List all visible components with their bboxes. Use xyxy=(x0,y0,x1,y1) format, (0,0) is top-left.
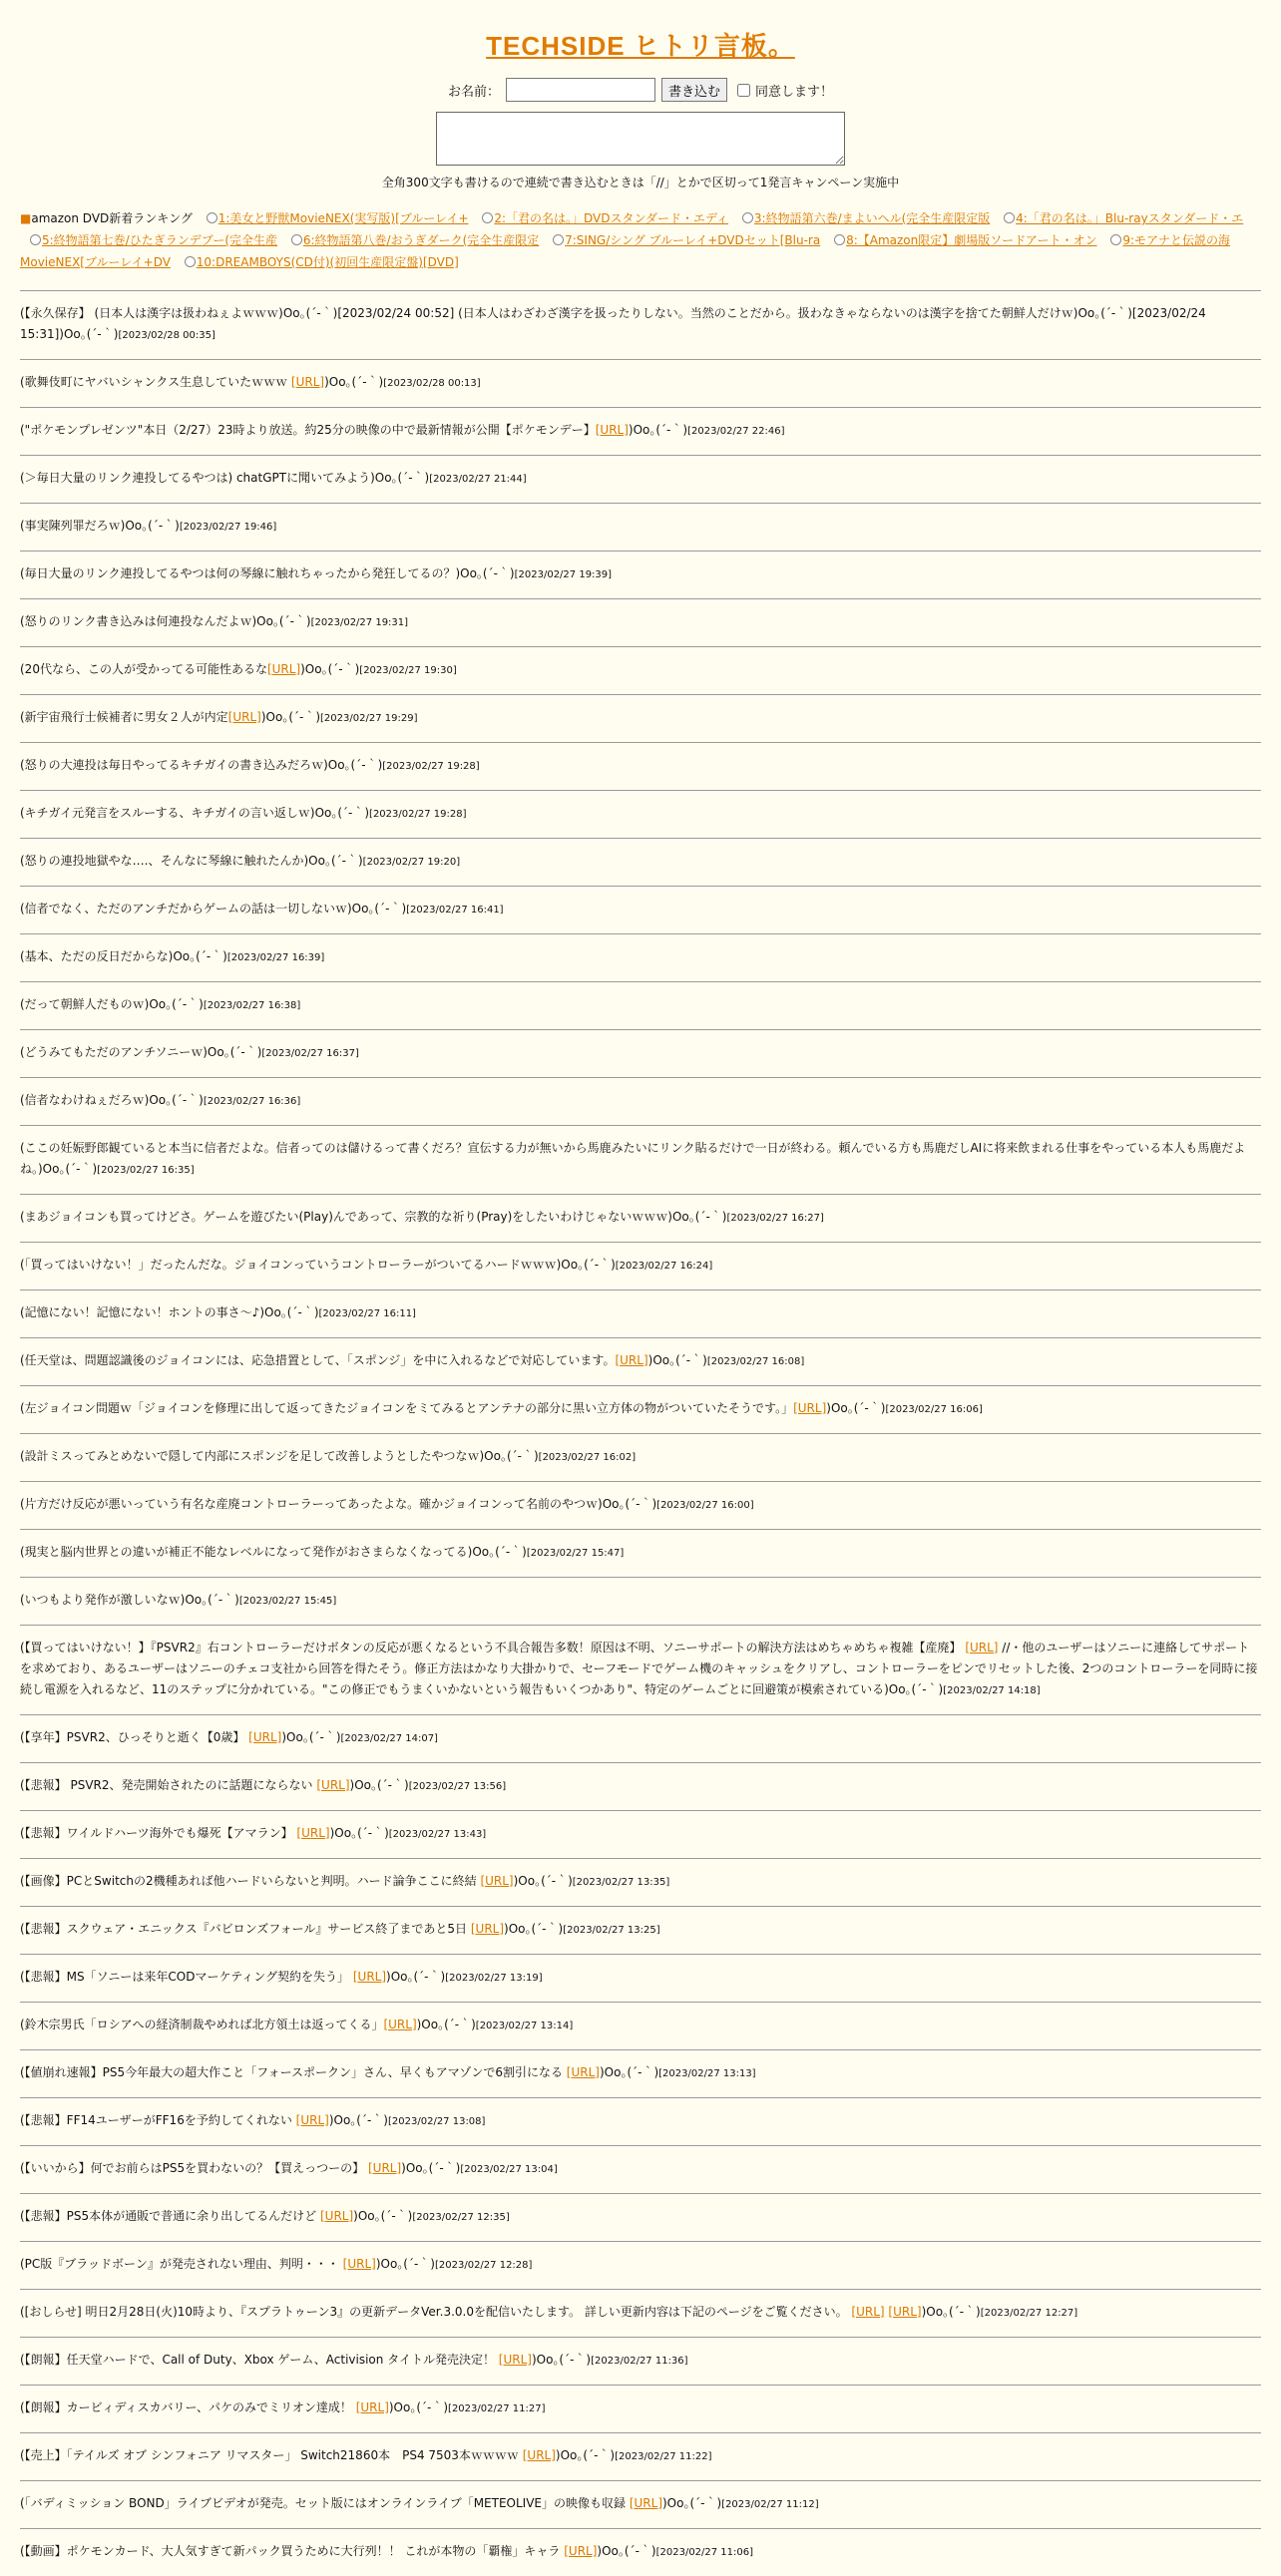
post-item xyxy=(20,933,1261,981)
post-url-link[interactable]: [URL] xyxy=(352,1970,387,1984)
post-url-link[interactable]: [URL] xyxy=(888,2305,922,2319)
post-text-tail: )Oo｡(´-｀) xyxy=(662,2496,722,2510)
post-timestamp: [2023/02/28 00:13] xyxy=(383,378,481,389)
post-timestamp: [2023/02/27 13:43] xyxy=(388,1829,487,1840)
post-timestamp: [2023/02/27 14:18] xyxy=(943,1685,1041,1696)
post-item xyxy=(20,1858,1261,1906)
post-item xyxy=(20,1529,1261,1577)
post-timestamp: [2023/02/28 00:35] xyxy=(118,330,215,341)
post-url-link[interactable]: [URL] xyxy=(522,2448,556,2462)
post-url-link[interactable]: [URL] xyxy=(368,2161,402,2175)
post-text: (＞毎日大量のリンク連投してるやつは) chatGPTに聞いてみよう)Oo｡(´-｀) xyxy=(20,471,430,485)
radio-icon[interactable] xyxy=(482,212,493,223)
post-timestamp: [2023/02/27 16:06] xyxy=(885,1404,983,1415)
post-item xyxy=(20,1481,1261,1529)
ranking-item[interactable] xyxy=(482,211,728,225)
post-timestamp: [2023/02/27 16:39] xyxy=(226,952,325,963)
post-item xyxy=(20,1337,1261,1385)
ranking-item-link[interactable]: 1:美女と野獣MovieNEX(実写版)[ブルーレイ+ xyxy=(217,211,469,225)
post-text: (【悲報】MS「ソニーは来年CODマーケティング契約を失う」 xyxy=(20,1970,353,1984)
post-item xyxy=(20,838,1261,886)
agree-text: 同意します！ xyxy=(755,84,834,100)
post-text: (ここの妊娠野郎観ていると本当に信者だよな。信者ってのは儲けるって書くだろ？宣伝する力が無いから馬鹿みたいにリンク貼るだけで一日が終わる。頼んでいる方も馬鹿だしAIに将来飲まれる仕事をやっている本人も馬鹿だよね。)Oo｡(´-｀) xyxy=(20,1141,1246,1176)
post-text: (現実と脳内世界との違いが補正不能なレベルになって発作がおさまらなくなってる)Oo｡(´-｀) xyxy=(20,1545,527,1559)
post-timestamp: [2023/02/27 19:31] xyxy=(310,617,409,628)
post-url-link[interactable]: [URL] xyxy=(851,2305,885,2319)
post-timestamp: [2023/02/27 13:04] xyxy=(460,2164,558,2175)
post-text-tail: )Oo｡(´-｀) xyxy=(281,1730,341,1744)
post-timestamp: [2023/02/27 19:28] xyxy=(369,809,467,820)
post-text: (まあジョイコンも買ってけどさ。ゲームを遊びたい(Play)んであって、宗教的な祈り(Pray)をしたいわけじゃないｗｗｗ)Oo｡(´-｀) xyxy=(20,1210,727,1224)
post-text: (怒りの大連投は毎日やってるキチガイの書き込みだろｗ)Oo｡(´-｀) xyxy=(20,758,383,772)
post-text-tail: )Oo｡(´-｀) xyxy=(513,1874,573,1888)
header xyxy=(0,0,1281,193)
post-text: (信者なわけねぇだろｗ)Oo｡(´-｀) xyxy=(20,1093,204,1107)
post-text-tail: )Oo｡(´-｀) xyxy=(260,710,321,724)
post-item xyxy=(20,1029,1261,1077)
radio-icon[interactable] xyxy=(185,256,196,267)
post-text-tail: )Oo｡(´-｀) xyxy=(349,1778,409,1792)
post-text: (信者でなく、ただのアンチだからゲームの話は一切しないｗ)Oo｡(´-｀) xyxy=(20,902,407,916)
post-text-tail: )Oo｡(´-｀) xyxy=(388,2400,449,2414)
post-item xyxy=(20,1810,1261,1858)
post-text: (【買ってはいけない！】『PSVR2』右コントローラーだけボタンの反応が悪くなるという不具合報告多数！原因は不明、ソニーサポートの解決方法はめちゃめちゃ複雑【産廃】 xyxy=(20,1641,966,1655)
post-text: ("ポケモンプレゼンツ"本日（2/27）23時より放送。約25分の映像の中で最新情報が公開【ポケモンデー】 xyxy=(20,423,596,437)
post-text: (【朗報】カービィディスカバリー、パケのみでミリオン達成！ xyxy=(20,2400,356,2414)
post-timestamp: [2023/02/27 11:36] xyxy=(591,2356,688,2367)
post-timestamp: [2023/02/27 19:39] xyxy=(514,569,613,580)
notice-text: 全角300文字も書けるので連続で書き込むときは「//」とかで区切って1発言キャンペーン実施中 xyxy=(381,176,900,189)
post-text: (【売上】「テイルズ オブ シンフォニア リマスター」 Switch21860本 PS4 7503本ｗｗｗｗ xyxy=(20,2448,523,2462)
post-timestamp: [2023/02/27 11:12] xyxy=(721,2499,819,2510)
post-url-link[interactable]: [URL] xyxy=(615,1353,648,1367)
post-item xyxy=(20,2528,1261,2576)
post-url-link[interactable]: [URL] xyxy=(470,1922,505,1936)
post-url-link[interactable]: [URL] xyxy=(793,1401,827,1415)
radio-icon[interactable] xyxy=(834,234,845,245)
post-url-link[interactable]: [URL] xyxy=(383,2018,417,2031)
agree-checkbox[interactable] xyxy=(737,84,750,97)
ranking-bullet-icon: ■ xyxy=(20,211,32,225)
post-url-link[interactable]: [URL] xyxy=(498,2353,532,2367)
ranking-item-link[interactable]: 3:終物語第六巻/まよいヘル(完全生産限定版 xyxy=(753,211,991,225)
ranking-item-link[interactable]: 4:「君の名は。」Blu-rayスタンダード・エ xyxy=(1016,211,1244,225)
post-timestamp: [2023/02/27 12:28] xyxy=(434,2260,533,2271)
post-text: (新宇宙飛行士候補者に男女２人が内定 xyxy=(20,710,228,724)
post-form-row xyxy=(0,77,1281,103)
ranking-item[interactable] xyxy=(185,255,459,269)
board-title-link[interactable]: TECHSIDE ヒトリ言板。 xyxy=(486,31,795,61)
ranking-item[interactable] xyxy=(207,211,469,225)
post-text-tail: )Oo｡(´-｀) xyxy=(300,662,360,676)
post-item xyxy=(20,407,1261,455)
radio-icon[interactable] xyxy=(291,234,302,245)
post-url-link[interactable]: [URL] xyxy=(248,1730,282,1744)
post-text: (PC版『ブラッドボーン』が発売されない理由、判明・・・ xyxy=(20,2257,343,2271)
post-item xyxy=(20,981,1261,1029)
post-item xyxy=(20,1242,1261,1289)
name-input[interactable] xyxy=(506,78,655,102)
post-timestamp: [2023/02/27 19:20] xyxy=(362,857,461,868)
post-text-tail: )Oo｡(´-｀) xyxy=(555,2448,616,2462)
post-item xyxy=(20,742,1261,790)
post-item xyxy=(20,1577,1261,1625)
post-text-tail: )Oo｡(´-｀) xyxy=(416,2018,476,2031)
post-text: (いつもより発作が激しいなｗ)Oo｡(´-｀) xyxy=(20,1593,239,1607)
post-timestamp: [2023/02/27 16:27] xyxy=(726,1213,824,1224)
post-list xyxy=(20,290,1261,2576)
post-timestamp: [2023/02/27 16:11] xyxy=(318,1308,416,1319)
ranking-item-link[interactable]: 2:「君の名は。」DVDスタンダード・エディ xyxy=(494,211,729,225)
post-text: (だって朝鮮人だものｗ)Oo｡(´-｀) xyxy=(20,997,204,1011)
post-url-link[interactable]: [URL] xyxy=(266,662,301,676)
post-text: (毎日大量のリンク連投してるやつは何の琴線に触れちゃったから発狂してるの？)Oo｡(´-｀) xyxy=(20,566,515,580)
post-text: (【悲報】スクウェア・エニックス『バビロンズフォール』サービス終了まであと5日 xyxy=(20,1922,471,1936)
post-text-tail: )Oo｡(´-｀) xyxy=(531,2353,592,2367)
ranking-item[interactable] xyxy=(553,233,820,247)
post-item xyxy=(20,359,1261,407)
post-timestamp: [2023/02/27 16:41] xyxy=(406,905,504,916)
post-text-tail: )Oo｡(´-｀) xyxy=(628,423,688,437)
post-text: (【画像】PCとSwitchの2機種あれば他ハードいらないと判明。ハード論争ここに終結 xyxy=(20,1874,481,1888)
post-item xyxy=(20,2480,1261,2528)
post-text-tail: )Oo｡(´-｀) xyxy=(386,1970,446,1984)
post-timestamp: [2023/02/27 22:46] xyxy=(687,426,785,437)
post-text: (どうみてもただのアンチソニーｗ)Oo｡(´-｀) xyxy=(20,1045,262,1059)
post-url-link[interactable]: [URL] xyxy=(320,2209,354,2223)
post-text: (事実陳列罪だろｗ)Oo｡(´-｀) xyxy=(20,519,180,533)
post-item xyxy=(20,1954,1261,2002)
post-item xyxy=(20,646,1261,694)
agree-label[interactable] xyxy=(733,81,833,100)
post-timestamp: [2023/02/27 15:47] xyxy=(526,1548,625,1559)
post-text: (【悲報】FF14ユーザーがFF16を予約してくれない xyxy=(20,2113,296,2127)
post-item xyxy=(20,2289,1261,2337)
name-label: お名前： xyxy=(447,84,500,100)
post-timestamp: [2023/02/27 16:35] xyxy=(97,1165,195,1176)
amazon-ranking xyxy=(0,193,1281,273)
post-url-link[interactable]: [URL] xyxy=(290,375,325,389)
post-text-tail: )Oo｡(´-｀) xyxy=(599,2065,659,2079)
ranking-item[interactable] xyxy=(742,211,990,225)
post-item xyxy=(20,1194,1261,1242)
ranking-item-link[interactable]: 9:モアナと伝説の海MovieNEX[ブルーレイ+DV xyxy=(20,233,1231,269)
ranking-item-link[interactable]: 5:終物語第七巻/ひたぎランデブー(完全生産 xyxy=(42,233,278,247)
ranking-item[interactable] xyxy=(1004,211,1243,225)
post-timestamp: [2023/02/27 15:45] xyxy=(238,1596,337,1607)
post-item xyxy=(20,2337,1261,2385)
post-text-tail: )Oo｡(´-｀) xyxy=(353,2209,413,2223)
post-timestamp: [2023/02/27 16:00] xyxy=(656,1500,754,1511)
post-item xyxy=(20,1077,1261,1125)
message-textarea[interactable] xyxy=(436,112,845,166)
post-text-tail: )Oo｡(´-｀) xyxy=(504,1922,564,1936)
post-item xyxy=(20,1289,1261,1337)
post-text: (左ジョイコン問題ｗ「ジョイコンを修理に出して返ってきたジョイコンをミてみるとアンテナの部分に黒い立方体の物がついていたそうです。」 xyxy=(20,1401,794,1415)
post-text: (記憶にない！記憶にない！ホントの事さ～♪)Oo｡(´-｀) xyxy=(20,1305,319,1319)
post-item xyxy=(20,1385,1261,1433)
post-text: (【値崩れ速報】PS5今年最大の超大作こと「フォースポークン」さん、早くもアマゾンで6割引になる xyxy=(20,2065,567,2079)
post-text: (【享年】PSVR2、ひっそりと逝く【0歳】 xyxy=(20,1730,249,1744)
radio-icon[interactable] xyxy=(30,234,41,245)
post-timestamp: [2023/02/27 13:56] xyxy=(408,1781,507,1792)
post-text: (【永久保存】 (日本人は漢字は扱わねぇよｗｗｗ)Oo｡(´-｀)[2023/02/24 00:52] (日本人はわざわざ漢字を扱ったりしない。当然のことだから。扱わなきゃならないのは漢字を捨てた朝鮮人だけｗ)Oo｡(´-｀)[2023/02/24 15:31])Oo｡(´-｀) xyxy=(20,306,1206,341)
post-text-tail: //・他のユーザーはソニーに連絡してサポートを求めており、あるユーザーはソニーのチェコ支社から回答を得たそう。修正方法はかなり大掛かりで、セーフモードでゲーム機のキャッシュをクリアし、コントローラーをピンでリセットした後、2つのコントローラーを同時に接続し電源を入れるなど、11のステップに分かれている。"この修正でもうまくいかないという報告もいくつかあり"、特定のゲームごとに回避策が模索されている)Oo｡(´-｀) xyxy=(20,1641,1258,1696)
ranking-item[interactable] xyxy=(30,233,277,247)
post-timestamp: [2023/02/27 13:25] xyxy=(563,1925,660,1936)
submit-button[interactable]: 書き込む xyxy=(661,78,727,102)
post-item xyxy=(20,598,1261,646)
post-text: (【悲報】ワイルドハーツ海外でも爆死【アマラン】 xyxy=(20,1826,297,1840)
ranking-title: amazon DVD新着ランキング xyxy=(31,211,193,225)
post-url-link[interactable]: [URL] xyxy=(566,2065,600,2079)
post-timestamp: [2023/02/27 16:37] xyxy=(261,1048,359,1059)
post-text-tail: )Oo｡(´-｀) xyxy=(401,2161,461,2175)
post-text: (怒りの連投地獄やな….、そんなに琴線に触れたんか)Oo｡(´-｀) xyxy=(20,854,363,868)
post-text: (基本、ただの反日だからな)Oo｡(´-｀) xyxy=(20,949,227,963)
post-timestamp: [2023/02/27 11:27] xyxy=(448,2403,546,2414)
post-text: (歌舞伎町にヤバいシャンクス生息していたｗｗｗ xyxy=(20,375,291,389)
post-timestamp: [2023/02/27 13:19] xyxy=(445,1973,543,1984)
post-item xyxy=(20,2097,1261,2145)
post-item xyxy=(20,1625,1261,1714)
post-text: (怒りのリンク書き込みは何連投なんだよｗ)Oo｡(´-｀) xyxy=(20,614,311,628)
post-url-link[interactable]: [URL] xyxy=(227,710,261,724)
post-timestamp: [2023/02/27 13:08] xyxy=(388,2116,486,2127)
post-timestamp: [2023/02/27 16:24] xyxy=(615,1261,713,1272)
post-item xyxy=(20,1906,1261,1954)
post-timestamp: [2023/02/27 16:36] xyxy=(203,1096,301,1107)
post-url-link[interactable]: [URL] xyxy=(564,2544,598,2558)
ranking-item[interactable] xyxy=(834,233,1096,247)
post-item xyxy=(20,2145,1261,2193)
post-item xyxy=(20,694,1261,742)
post-url-link[interactable]: [URL] xyxy=(295,2113,329,2127)
post-text-tail: )Oo｡(´-｀) xyxy=(375,2257,435,2271)
post-item xyxy=(20,1125,1261,1194)
post-item xyxy=(20,290,1261,359)
post-timestamp: [2023/02/27 19:30] xyxy=(359,665,457,676)
post-timestamp: [2023/02/27 14:07] xyxy=(340,1733,438,1744)
radio-icon[interactable] xyxy=(553,234,564,245)
post-text-tail: )Oo｡(´-｀) xyxy=(826,1401,886,1415)
post-url-link[interactable]: [URL] xyxy=(296,1826,330,1840)
post-timestamp: [2023/02/27 16:02] xyxy=(538,1452,637,1463)
post-text: (【動画】ポケモンカード、大人気すぎて新パック買うために大行列！！ これが本物の「覇権」キャラ xyxy=(20,2544,565,2558)
post-item xyxy=(20,2385,1261,2432)
post-timestamp: [2023/02/27 12:27] xyxy=(980,2308,1078,2319)
post-item xyxy=(20,2241,1261,2289)
post-timestamp: [2023/02/27 13:35] xyxy=(572,1877,670,1888)
post-text: ([おしらせ] 明日2月28日(火)10時より、『スプラトゥーン3』の更新データVer.3.0.0を配信いたします。 詳しい更新内容は下記のページをご覧ください。 xyxy=(20,2305,852,2319)
ranking-item-link[interactable]: 8:【Amazon限定】劇場版ソードアート・オン xyxy=(846,233,1097,247)
post-text: (「買ってはいけない！」だったんだな。ジョイコンっていうコントローラーがついてるハードｗｗｗ)Oo｡(´-｀) xyxy=(20,1258,616,1272)
post-text: (【朗報】任天堂ハードで、Call of Duty、Xbox ゲーム、Activision タイトル発売決定！ xyxy=(20,2353,499,2367)
post-timestamp: [2023/02/27 11:22] xyxy=(615,2451,712,2462)
post-text: (20代なら、この人が受かってる可能性あるな xyxy=(20,662,267,676)
post-item xyxy=(20,790,1261,838)
post-item xyxy=(20,503,1261,551)
post-text: (【悲報】 PSVR2、発売開始されたのに話題にならない xyxy=(20,1778,317,1792)
post-timestamp: [2023/02/27 19:46] xyxy=(179,522,277,533)
post-url-link[interactable]: [URL] xyxy=(595,423,629,437)
post-item xyxy=(20,2049,1261,2097)
post-timestamp: [2023/02/27 21:44] xyxy=(429,474,527,485)
post-text-tail: )Oo｡(´-｀) xyxy=(597,2544,656,2558)
post-url-link[interactable]: [URL] xyxy=(965,1641,999,1655)
post-item xyxy=(20,1762,1261,1810)
post-item xyxy=(20,2193,1261,2241)
post-timestamp: [2023/02/27 19:28] xyxy=(382,761,480,772)
radio-icon[interactable] xyxy=(742,212,753,223)
ranking-item-link[interactable]: 6:終物語第八巻/おうぎダーク(完全生産限定 xyxy=(302,233,540,247)
post-item xyxy=(20,1433,1261,1481)
post-text: (【悲報】PS5本体が通販で普通に余り出してるんだけど xyxy=(20,2209,320,2223)
radio-icon[interactable] xyxy=(207,212,217,223)
post-url-link[interactable]: [URL] xyxy=(355,2400,389,2414)
post-timestamp: [2023/02/27 13:13] xyxy=(658,2068,756,2079)
post-url-link[interactable]: [URL] xyxy=(342,2257,376,2271)
post-text-tail: )Oo｡(´-｀) xyxy=(921,2305,981,2319)
post-text: (【いいから】何でお前らはPS5を買わないの？【買えっつーの】 xyxy=(20,2161,368,2175)
post-item xyxy=(20,886,1261,933)
post-text: (片方だけ反応が悪いっていう有名な産廃コントローラーってあったよな。確かジョイコンって名前のやつｗ)Oo｡(´-｀) xyxy=(20,1497,657,1511)
ranking-item[interactable] xyxy=(291,233,539,247)
post-timestamp: [2023/02/27 19:29] xyxy=(320,713,418,724)
radio-icon[interactable] xyxy=(1004,212,1015,223)
post-text: (設計ミスってみとめないで隠して内部にスポンジを足して改善しようとしたやつなｗ)Oo｡(´-｀) xyxy=(20,1449,539,1463)
post-url-link[interactable]: [URL] xyxy=(480,1874,514,1888)
post-text: (キチガイ元発言をスルーする、キチガイの言い返しｗ)Oo｡(´-｀) xyxy=(20,806,370,820)
radio-icon[interactable] xyxy=(1110,234,1121,245)
post-text-tail: )Oo｡(´-｀) xyxy=(324,375,384,389)
post-text: (任天堂は、問題認識後のジョイコンには、応急措置として、「スポンジ」を中に入れるなどで対応しています。 xyxy=(20,1353,616,1367)
post-url-link[interactable]: [URL] xyxy=(316,1778,350,1792)
post-text: (鈴木宗男氏「ロシアへの経済制裁やめれば北方領土は返ってくる」 xyxy=(20,2018,384,2031)
post-timestamp: [2023/02/27 12:35] xyxy=(412,2212,510,2223)
post-item xyxy=(20,2002,1261,2049)
post-timestamp: [2023/02/27 13:14] xyxy=(475,2021,574,2031)
post-item xyxy=(20,455,1261,503)
post-timestamp: [2023/02/27 11:06] xyxy=(655,2547,754,2558)
post-text-tail: )Oo｡(´-｀) xyxy=(329,1826,389,1840)
ranking-item-link[interactable]: 10:DREAMBOYS(CD付)(初回生産限定盤)[DVD] xyxy=(196,255,459,269)
post-item xyxy=(20,1714,1261,1762)
post-timestamp: [2023/02/27 16:38] xyxy=(203,1000,301,1011)
post-text-tail: )Oo｡(´-｀) xyxy=(328,2113,388,2127)
post-text-tail: )Oo｡(´-｀) xyxy=(647,1353,707,1367)
post-item xyxy=(20,551,1261,598)
post-url-link[interactable]: [URL] xyxy=(629,2496,662,2510)
post-item xyxy=(20,2432,1261,2480)
post-text: (「バディミッション BOND」ライブビデオが発売。セット版にはオンラインライブ「METEOLIVE」の映像も収録 xyxy=(20,2496,630,2510)
post-timestamp: [2023/02/27 16:08] xyxy=(706,1356,805,1367)
ranking-item-link[interactable]: 7:SING/シング ブルーレイ+DVDセット[Blu-ra xyxy=(565,233,821,247)
